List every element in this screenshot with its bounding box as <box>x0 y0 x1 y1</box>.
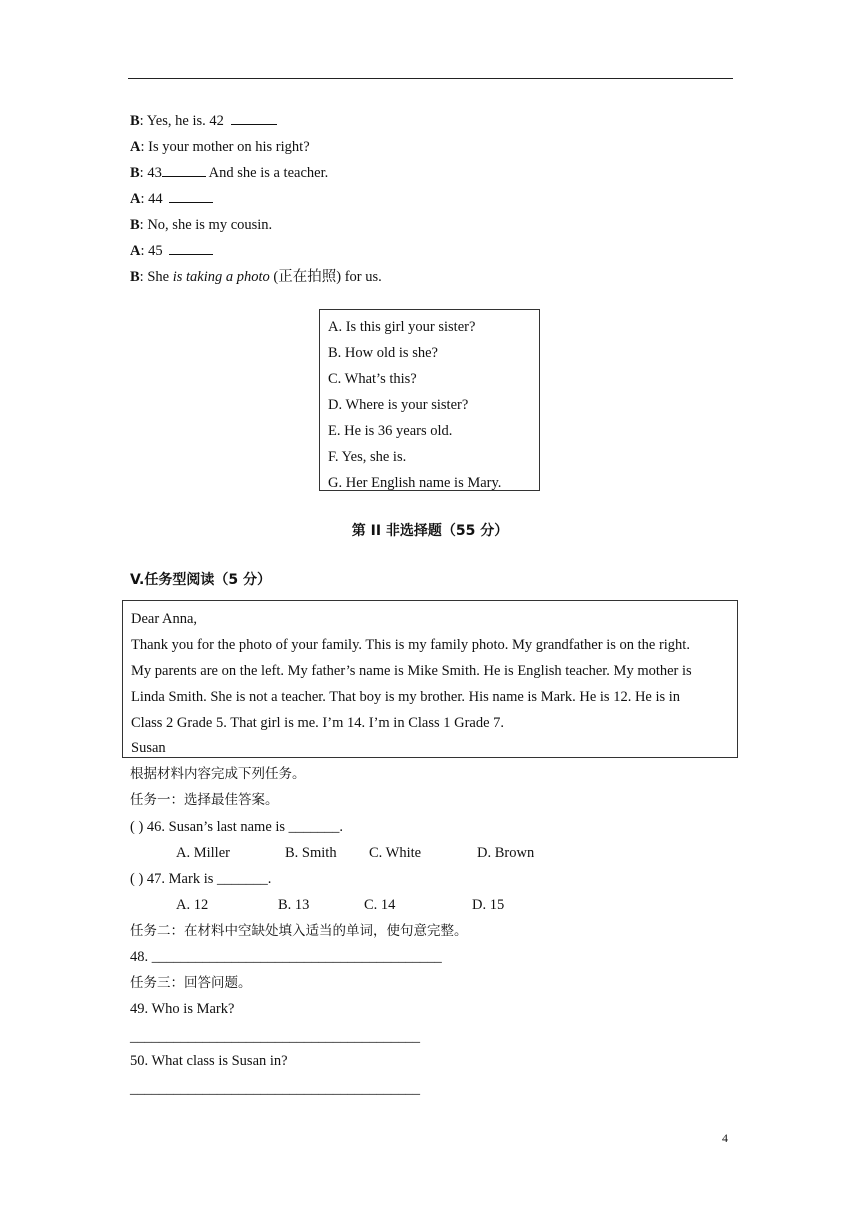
q47-choice-a[interactable]: A. 12 <box>176 897 209 913</box>
task-two-heading: 任务二：在材料中空缺处填入适当的单词，使句意完整。 <box>130 923 468 939</box>
dialogue-line: B: She is taking a photo (正在拍照) for us. <box>130 269 382 285</box>
letter-line: Thank you for the photo of your family. This is my family photo. My grandfather is on the right. <box>131 637 690 653</box>
question-48[interactable]: 48. ________________________________________ <box>130 949 442 965</box>
question-46: ( ) 46. Susan’s last name is _______. <box>130 819 344 835</box>
q47-choice-c[interactable]: C. 14 <box>364 897 396 913</box>
task-three-heading: 任务三：回答问题。 <box>130 975 252 991</box>
answer-blank-45[interactable] <box>169 242 213 255</box>
letter-line: Dear Anna, <box>131 611 198 627</box>
option-e: E. He is 36 years old. <box>328 423 453 439</box>
dialogue-line-42: B: Yes, he is. 42 <box>130 111 277 131</box>
option-a: A. Is this girl your sister? <box>328 319 476 335</box>
options-box <box>319 309 540 491</box>
letter-line: My parents are on the left. My father’s name is Mike Smith. He is English teacher. My mother is <box>131 663 692 679</box>
q46-choice-c[interactable]: C. White <box>369 845 422 861</box>
q46-choice-a[interactable]: A. Miller <box>176 845 230 861</box>
option-f: F. Yes, she is. <box>328 449 407 465</box>
letter-box <box>122 600 738 758</box>
dialogue-line-45: A: 45 <box>130 241 213 261</box>
q47-choice-b[interactable]: B. 13 <box>278 897 310 913</box>
page-number: 4 <box>722 1131 728 1145</box>
letter-signature: Susan <box>131 740 166 756</box>
answer-line-49[interactable]: ________________________________________ <box>130 1029 420 1045</box>
dialogue-line: B: No, she is my cousin. <box>130 217 273 233</box>
q46-choice-d[interactable]: D. Brown <box>477 845 535 861</box>
task-one-heading: 任务一：选择最佳答案。 <box>130 792 279 808</box>
dialogue-line-44: A: 44 <box>130 189 213 209</box>
question-49: 49. Who is Mark? <box>130 1001 235 1017</box>
question-47: ( ) 47. Mark is _______. <box>130 871 272 887</box>
letter-line: Linda Smith. She is not a teacher. That boy is my brother. His name is Mark. He is 12. He is in <box>131 689 681 705</box>
section-heading: V.任务型阅读（5 分） <box>130 572 271 588</box>
dialogue-line: A: Is your mother on his right? <box>130 139 310 155</box>
answer-blank-44[interactable] <box>169 190 213 203</box>
answer-line-50[interactable]: ________________________________________ <box>130 1081 420 1097</box>
letter-line: Class 2 Grade 5. That girl is me. I’m 14. I’m in Class 1 Grade 7. <box>131 715 505 731</box>
q46-choice-b[interactable]: B. Smith <box>285 845 337 861</box>
question-50: 50. What class is Susan in? <box>130 1053 288 1069</box>
header-rule <box>128 78 733 79</box>
answer-blank-43[interactable] <box>162 164 206 177</box>
option-c: C. What’s this? <box>328 371 417 387</box>
option-d: D. Where is your sister? <box>328 397 469 413</box>
option-b: B. How old is she? <box>328 345 438 361</box>
instruction: 根据材料内容完成下列任务。 <box>130 766 306 782</box>
q47-choice-d[interactable]: D. 15 <box>472 897 505 913</box>
answer-blank-42[interactable] <box>231 112 277 125</box>
dialogue-line-43: B: 43 And she is a teacher. <box>130 165 329 181</box>
option-g: G. Her English name is Mary. <box>328 475 502 491</box>
section-title: 第 II 非选择题（55 分） <box>351 523 509 539</box>
